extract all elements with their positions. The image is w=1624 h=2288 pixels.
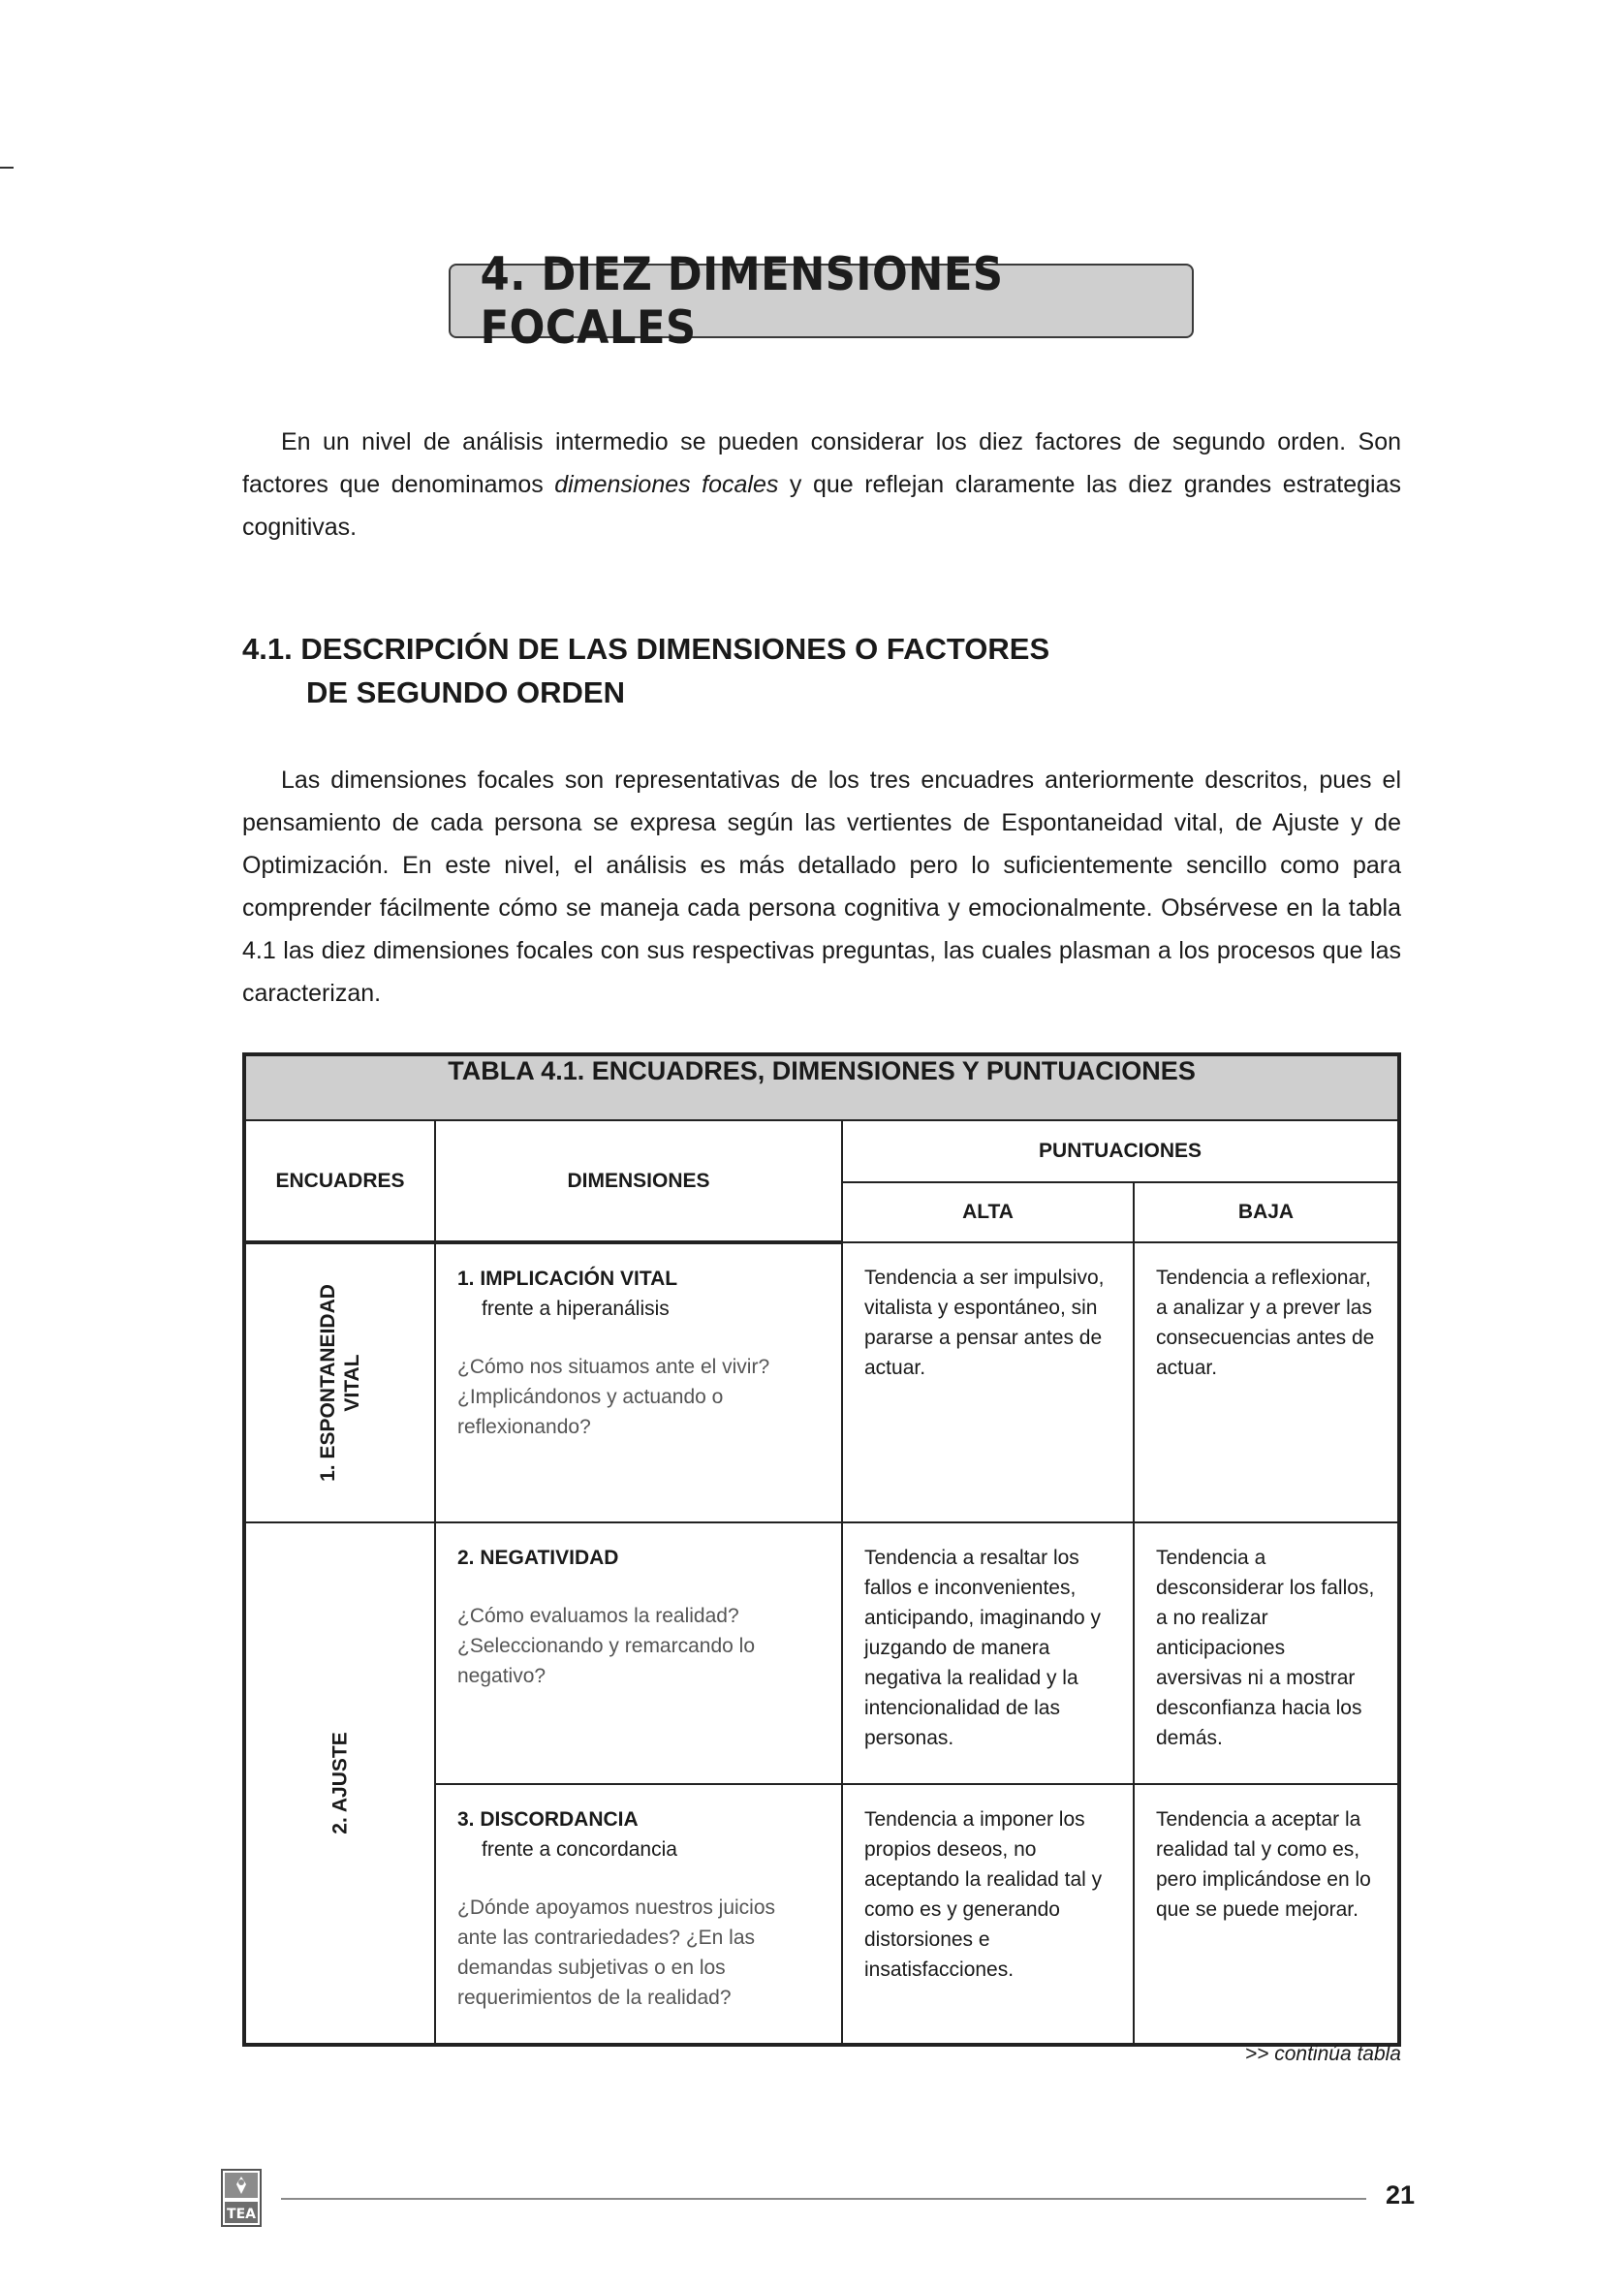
encuadre-label xyxy=(328,1732,353,1834)
dimension-subtitle: frente a concordancia xyxy=(482,1838,677,1861)
baja-description: Tendencia a desconsiderar los fallos, a no realizar anticipaciones aversivas ni a mostrar desconfianza hacia los demás. xyxy=(1134,1522,1399,1784)
dimension-question: ¿Cómo evaluamos la realidad? ¿Seleccionando y remarcando lo negativo? xyxy=(457,1605,756,1687)
dimension-cell xyxy=(435,1522,842,1784)
intro-emphasis: dimensiones focales xyxy=(554,471,779,498)
chapter-title-box xyxy=(449,247,1194,355)
encuadre-label xyxy=(316,1284,364,1482)
dimension-title: 2. NEGATIVIDAD xyxy=(457,1547,619,1569)
dimension-cell xyxy=(435,1784,842,2045)
encuadre-label-line1: 1. ESPONTANEIDAD xyxy=(317,1284,339,1482)
dimension-subtitle: frente a hiperanálisis xyxy=(482,1298,670,1320)
dimensions-table xyxy=(242,1052,1401,2047)
footer-rule xyxy=(281,2198,1366,2200)
table-caption: TABLA 4.1. ENCUADRES, DIMENSIONES Y PUNTUACIONES xyxy=(244,1054,1399,1120)
encuadre-label-line2: VITAL xyxy=(341,1354,363,1412)
intro-paragraph xyxy=(242,421,1401,548)
encuadre-cell xyxy=(244,1242,435,1522)
encuadre-label-line1: 2. AJUSTE xyxy=(328,1732,352,1834)
encuadre-cell xyxy=(244,1522,435,2045)
alta-description: Tendencia a imponer los propios deseos, no aceptando la realidad tal y como es y generando distorsiones e insatisfacciones. xyxy=(842,1784,1134,2045)
section-heading-line2: DE SEGUNDO ORDEN xyxy=(306,675,625,709)
table-row xyxy=(244,1242,1399,1522)
section-heading-line1: 4.1. DESCRIPCIÓN DE LAS DIMENSIONES O FACTORES xyxy=(242,632,1050,666)
crop-mark xyxy=(0,167,14,169)
dimension-question: ¿Cómo nos situamos ante el vivir? ¿Implicándonos y actuando o reflexionando? xyxy=(457,1356,770,1438)
tea-logo xyxy=(221,2169,262,2227)
continues-table-note: >> continúa tabla xyxy=(1244,2043,1401,2065)
header-alta: ALTA xyxy=(842,1182,1134,1242)
header-dimensiones: DIMENSIONES xyxy=(435,1120,842,1242)
dimension-question: ¿Dónde apoyamos nuestros juicios ante las contrariedades? ¿En las demandas subjetivas o en los requerimientos de la realidad? xyxy=(457,1896,776,2009)
dimension-title: 1. IMPLICACIÓN VITAL xyxy=(457,1268,678,1290)
baja-description: Tendencia a reflexionar, a analizar y a prever las consecuencias antes de actuar. xyxy=(1134,1242,1399,1522)
header-puntuaciones: PUNTUACIONES xyxy=(842,1120,1399,1182)
intro-text-end: y que reflejan claramente las diez grandes estrategias cognitivas. xyxy=(242,471,1401,541)
page-number: 21 xyxy=(1386,2180,1416,2210)
dimension-cell xyxy=(435,1242,842,1522)
alta-description: Tendencia a resaltar los fallos e inconvenientes, anticipando, imaginando y juzgando de manera negativa la realidad y la intencionalidad de las personas. xyxy=(842,1522,1134,1784)
header-encuadres: ENCUADRES xyxy=(244,1120,435,1242)
table-row xyxy=(244,1522,1399,1784)
dimension-title: 3. DISCORDANCIA xyxy=(457,1808,639,1831)
baja-description: Tendencia a aceptar la realidad tal y como es, pero implicándose en lo que se puede mejorar. xyxy=(1134,1784,1399,2045)
header-baja: BAJA xyxy=(1134,1182,1399,1242)
tea-logo-text: TEA xyxy=(227,2207,256,2222)
alta-description: Tendencia a ser impulsivo, vitalista y espontáneo, sin pararse a pensar antes de actuar. xyxy=(842,1242,1134,1522)
section-paragraph: Las dimensiones focales son representativas de los tres encuadres anteriormente descritos, pues el pensamiento de cada persona se expresa según las vertientes de Espontaneidad vital, de Ajuste y de Optimización. En este nivel, el análisis es más detallado pero lo suficientemente sencillo como para comprender fácilmente cómo se maneja cada persona cognitiva y emocionalmente. Obsérvese en la tabla 4.1 las diez dimensiones focales con sus respectivas preguntas, las cuales plasman a los procesos que las caracterizan. xyxy=(242,767,1401,1007)
chapter-title: 4. DIEZ DIMENSIONES FOCALES xyxy=(480,247,1004,355)
section-heading xyxy=(242,627,1049,714)
intro-text-start: En un nivel de análisis intermedio se pueden considerar los diez factores de segundo orden. Son factores que denominamos xyxy=(242,428,1401,498)
